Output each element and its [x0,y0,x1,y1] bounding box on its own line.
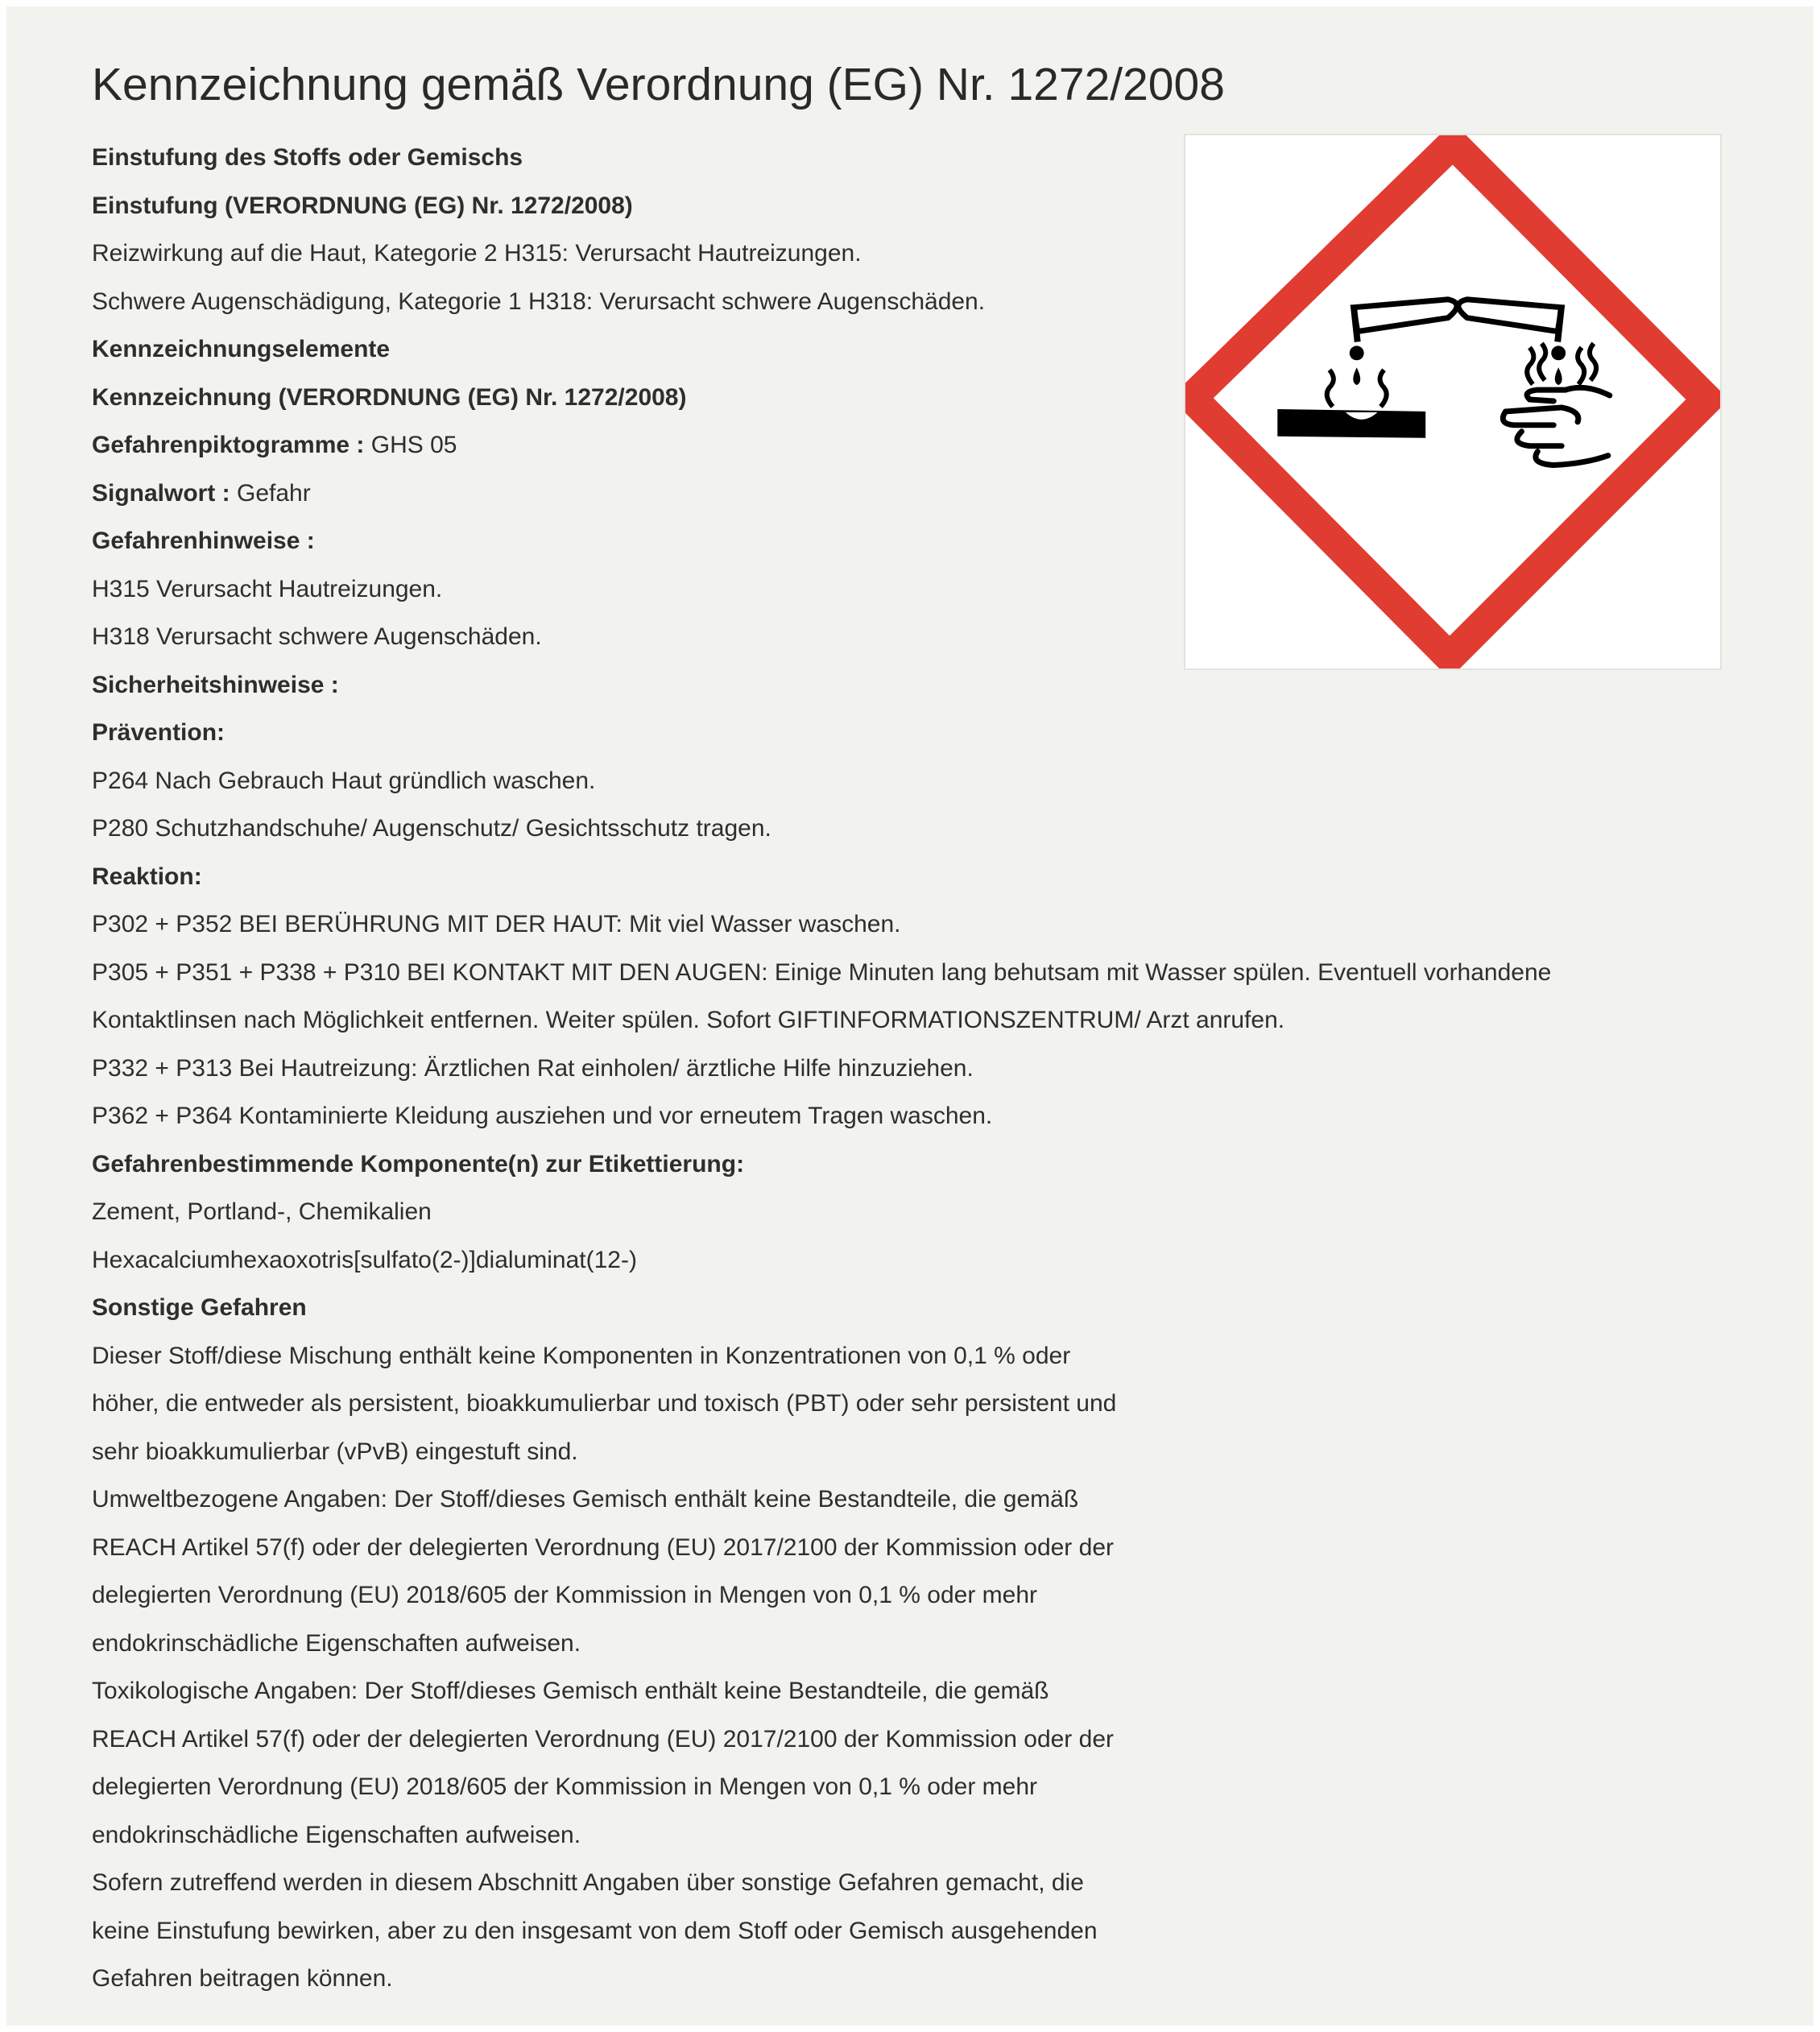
line-text: delegierten Verordnung (EU) 2018/605 der Kommission in Mengen von 0,1 % oder mehr [92,1582,1038,1608]
text-line [92,1092,1551,1140]
section-heading [92,1140,1551,1189]
text-line [92,1188,1551,1236]
line-text: REACH Artikel 57(f) oder der delegierten Verordnung (EU) 2017/2100 der Kommission oder der [92,1533,1114,1561]
line-text: P305 + P351 + P338 + P310 BEI KONTAKT MIT DEN AUGEN: Einige Minuten lang behutsam mit Wasser spülen. Eventuell vorhandene [92,958,1552,986]
line-label: Gefahrenpiktogramme : [92,432,371,458]
text-line [92,996,1551,1045]
line-label: Einstufung (VERORDNUNG (EG) Nr. 1272/2008) [92,192,633,219]
line-label: Sonstige Gefahren [92,1294,307,1321]
text-line [92,1763,1551,1811]
text-line [92,1955,1551,2003]
line-text: endokrinschädliche Eigenschaften aufweisen. [92,1629,581,1657]
text-line [92,1571,1551,1620]
text-line [92,1620,1551,1668]
line-text: REACH Artikel 57(f) oder der delegierten Verordnung (EU) 2017/2100 der Kommission oder der [92,1725,1114,1753]
text-line [92,949,1551,997]
line-label: Gefahrenhinweise : [92,528,315,554]
line-text: sehr bioakkumulierbar (vPvB) eingestuft sind. [92,1438,578,1465]
text-line [92,1667,1551,1715]
line-text: Umweltbezogene Angaben: Der Stoff/dieses Gemisch enthält keine Bestandteile, die gemäß [92,1486,1079,1513]
text-line [92,1475,1551,1524]
text-line [92,805,1551,853]
content-panel [6,6,1814,2026]
line-text: Zement, Portland-, Chemikalien [92,1198,432,1225]
line-text: Reizwirkung auf die Haut, Kategorie 2 H315: Verursacht Hautreizungen. [92,240,862,267]
line-text: H315 Verursacht Hautreizungen. [92,575,443,602]
text-line [92,1428,1551,1476]
section-heading [92,1284,1551,1332]
line-text: GHS 05 [370,432,457,458]
line-text: Toxikologische Angaben: Der Stoff/dieses Gemisch enthält keine Bestandteile, die gemäß [92,1678,1049,1704]
section-heading [92,853,1551,901]
line-text: höher, die entweder als persistent, bioakkumulierbar und toxisch (PBT) oder sehr persistent und [92,1390,1117,1417]
line-label: Gefahrenbestimmende Komponente(n) zur Etikettierung: [92,1150,745,1177]
line-text: Hexacalciumhexaoxotris[sulfato(2-)]dialuminat(12-) [92,1246,637,1273]
line-text: keine Einstufung bewirken, aber zu den insgesamt von dem Stoff oder Gemisch ausgehenden [92,1917,1098,1944]
line-text: H318 Verursacht schwere Augenschäden. [92,623,542,650]
line-text: P264 Nach Gebrauch Haut gründlich waschen. [92,767,596,794]
line-text: delegierten Verordnung (EU) 2018/605 der Kommission in Mengen von 0,1 % oder mehr [92,1773,1038,1800]
line-text: Kontaktlinsen nach Möglichkeit entfernen. Weiter spülen. Sofort GIFTINFORMATIONSZENTRUM/ Arzt anrufen. [92,1007,1285,1033]
text-line [92,1524,1551,1572]
line-label: Einstufung des Stoffs oder Gemischs [92,144,523,171]
line-label: Kennzeichnungselemente [92,336,391,362]
line-label: Signalwort : [92,479,237,507]
line-label: Prävention: [92,719,225,746]
line-text: P332 + P313 Bei Hautreizung: Ärztlichen Rat einholen/ ärztliche Hilfe hinzuziehen. [92,1054,974,1082]
text-line [92,900,1551,949]
line-label: Sicherheitshinweise : [92,671,339,698]
line-text: Sofern zutreffend werden in diesem Abschnitt Angaben über sonstige Gefahren gemacht, die [92,1869,1084,1896]
line-text: endokrinschädliche Eigenschaften aufweisen. [92,1821,581,1848]
section-heading [92,709,1551,757]
text-line [92,1811,1551,1860]
text-line [92,1907,1551,1955]
corrosion-icon [1185,135,1720,668]
text-line [92,1380,1551,1428]
line-text: P280 Schutzhandschuhe/ Augenschutz/ Gesichtsschutz tragen. [92,815,771,842]
line-text: Dieser Stoff/diese Mischung enthält keine Komponenten in Konzentrationen von 0,1 % oder [92,1342,1071,1369]
line-text: Schwere Augenschädigung, Kategorie 1 H318: Verursacht schwere Augenschäden. [92,288,986,315]
text-line [92,1859,1551,1907]
ghs05-corrosion-pictogram [1184,134,1722,670]
line-text: Gefahr [237,479,311,507]
line-text: Gefahren beitragen können. [92,1965,393,1992]
text-line [92,757,1551,805]
text-line [92,1332,1551,1380]
text-line [92,1045,1551,1093]
page-title: Kennzeichnung gemäß Verordnung (EG) Nr. 1272/2008 [92,59,1225,110]
text-line [92,1236,1551,1285]
line-label: Reaktion: [92,863,202,890]
line-text: P302 + P352 BEI BERÜHRUNG MIT DER HAUT: Mit viel Wasser waschen. [92,911,901,937]
line-label: Kennzeichnung (VERORDNUNG (EG) Nr. 1272/2008) [92,383,687,411]
line-text: P362 + P364 Kontaminierte Kleidung ausziehen und vor erneutem Tragen waschen. [92,1103,993,1129]
text-line [92,1715,1551,1764]
